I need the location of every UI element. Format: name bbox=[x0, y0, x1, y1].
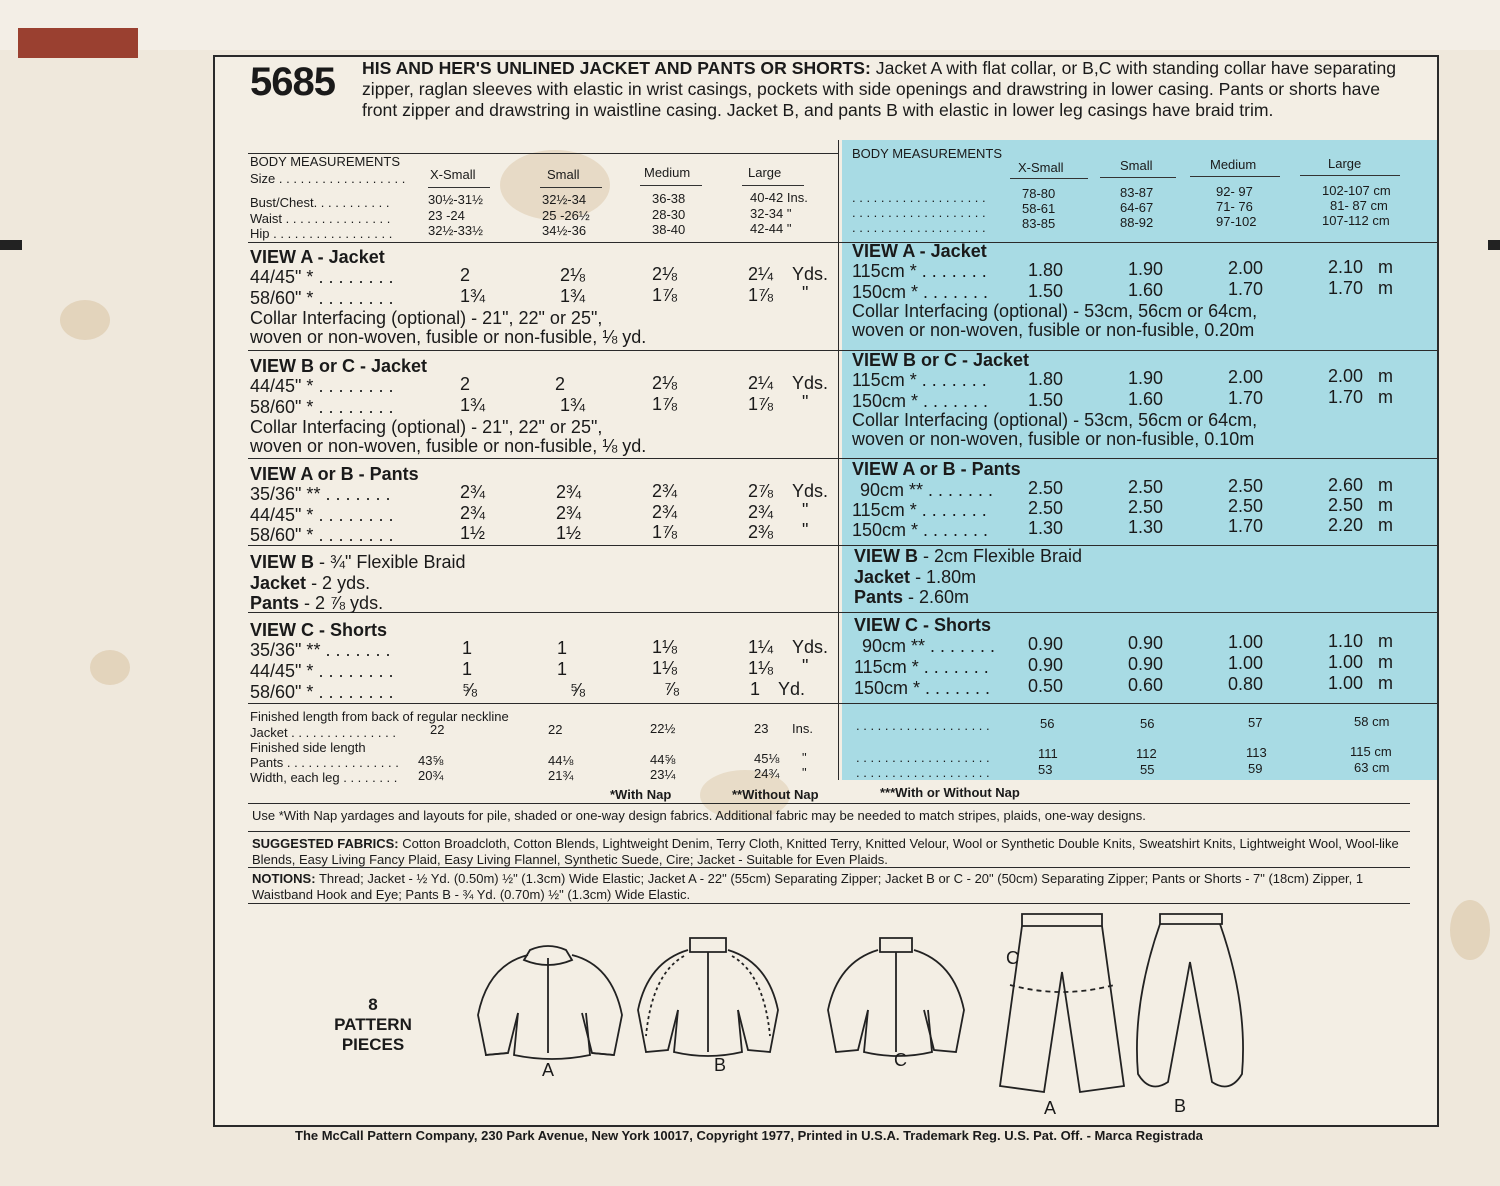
metric-dots: . . . . . . . . . . . . . . . . . . . bbox=[852, 190, 986, 205]
metric-measure-value: 83-85 bbox=[1022, 216, 1056, 231]
metric-value: 1.70 bbox=[1328, 278, 1364, 298]
metric-value: 2.50 bbox=[1028, 478, 1064, 498]
body-measurements-label: BODY MEASUREMENTS bbox=[250, 154, 401, 169]
metric-value: 1.90 bbox=[1128, 368, 1164, 388]
yardage-value: 1¼ bbox=[748, 637, 774, 657]
view-b-braid-text: - ¾" Flexible Braid bbox=[314, 552, 466, 572]
finished-unit: " bbox=[802, 750, 807, 765]
finished-value: 45⅛ bbox=[754, 751, 780, 766]
metric-label: 115cm * . . . . . . . bbox=[852, 261, 987, 281]
metric-label: 150cm * . . . . . . . bbox=[852, 282, 989, 302]
yardage-value: 2⅜ bbox=[748, 522, 774, 542]
yardage-value: 1⅞ bbox=[652, 285, 678, 305]
metric-value: 0.90 bbox=[1028, 634, 1064, 654]
metric-value: 1.00 bbox=[1228, 632, 1264, 652]
yardage-value: 2¾ bbox=[460, 482, 486, 502]
yardage-value: 2¾ bbox=[652, 502, 678, 522]
interfacing-note: Collar Interfacing (optional) - 21", 22" or 25", bbox=[250, 308, 603, 328]
metric-value: 1.30 bbox=[1128, 517, 1164, 537]
measure-value: 34½-36 bbox=[542, 223, 587, 238]
metric-view-a-jacket-heading: VIEW A - Jacket bbox=[852, 241, 987, 261]
yardage-unit: " bbox=[802, 392, 809, 412]
yardage-value: 1 bbox=[462, 659, 473, 679]
yardage-value: 2 bbox=[460, 374, 471, 394]
metric-value: 1.50 bbox=[1028, 281, 1064, 301]
yardage-value: ⅝ bbox=[570, 680, 586, 700]
size-header: Large bbox=[748, 165, 782, 180]
metric-measure-value: 107-112 cm bbox=[1322, 213, 1390, 228]
measure-label: Bust/Chest. . . . . . . . . . . bbox=[250, 195, 390, 210]
metric-value: 1.80 bbox=[1028, 369, 1064, 389]
metric-braid-pants-label: Pants bbox=[854, 587, 904, 607]
illustration-label: B bbox=[1174, 1096, 1187, 1116]
metric-value: 1.80 bbox=[1028, 260, 1064, 280]
metric-finished-value: 63 cm bbox=[1354, 760, 1390, 775]
finished-value: 44⅝ bbox=[650, 752, 676, 767]
metric-value: 2.50 bbox=[1128, 477, 1164, 497]
yardage-value: 2¼ bbox=[748, 373, 774, 393]
finished-value: 24¾ bbox=[754, 766, 780, 781]
illustration-label: A bbox=[542, 1060, 555, 1080]
metric-view-b-braid-heading: VIEW B bbox=[854, 546, 919, 566]
metric-value: 1.30 bbox=[1028, 518, 1064, 538]
notions-text: Thread; Jacket - ½ Yd. (0.50m) ½" (1.3cm) Wide Elastic; Jacket A - 22" (55cm) Separating Zipper; Jacket B or C - 20" (50cm) Separating Zipper; Pants or Shorts - 7" (18cm) Zipper, 1 Waistband Hook and Eye; Pants B - ¾ Yd. (0.70m) ½" (1.3cm) Wide Elastic. bbox=[252, 871, 1364, 902]
measure-value: 36-38 bbox=[652, 191, 686, 206]
metric-measure-value: 78-80 bbox=[1022, 186, 1056, 201]
metric-value: 2.00 bbox=[1328, 366, 1364, 386]
metric-size-header: Small bbox=[1120, 158, 1153, 173]
measure-value: 32½-33½ bbox=[428, 223, 483, 238]
use-note: Use *With Nap yardages and layouts for pile, shaded or one-way design fabrics. Additional fabric may be needed to match stripes, plaids, one-way designs. bbox=[252, 808, 1146, 823]
metric-size-header: X-Small bbox=[1018, 160, 1064, 175]
metric-finished-value: 53 bbox=[1038, 762, 1053, 777]
metric-view-b-braid-text: - 2cm Flexible Braid bbox=[918, 546, 1083, 566]
metric-value: 1.70 bbox=[1228, 516, 1264, 536]
measure-value: 32-34 " bbox=[750, 206, 792, 221]
metric-value: 2.50 bbox=[1028, 498, 1064, 518]
measure-value: 38-40 bbox=[652, 222, 686, 237]
finished-value: 22½ bbox=[650, 721, 676, 736]
pattern-pieces-label: PIECES bbox=[341, 1035, 405, 1054]
pants-a-illustration bbox=[1000, 914, 1124, 1092]
metric-dots: . . . . . . . . . . . . . . . . . . . bbox=[852, 220, 986, 235]
yardage-value: 1 bbox=[557, 659, 568, 679]
metric-value: 1.70 bbox=[1228, 388, 1264, 408]
metric-value: 1.60 bbox=[1128, 280, 1164, 300]
finished-value: 22 bbox=[548, 722, 563, 737]
metric-value: 2.50 bbox=[1228, 476, 1264, 496]
braid-pants-label: Pants bbox=[250, 593, 300, 613]
metric-value: 1.70 bbox=[1228, 279, 1264, 299]
metric-measure-value: 97-102 bbox=[1216, 214, 1257, 229]
braid-pants-amount: - 2 ⅞ yds. bbox=[299, 593, 384, 613]
metric-value: 1.00 bbox=[1328, 673, 1364, 693]
metric-finished-value: 111 bbox=[1038, 746, 1058, 761]
jacket-b-illustration bbox=[638, 938, 778, 1056]
metric-value: 2.20 bbox=[1328, 515, 1364, 535]
yardage-value: 1⅞ bbox=[652, 394, 678, 414]
yardage-value: 1⅞ bbox=[748, 285, 774, 305]
yardage-value: 2⅛ bbox=[652, 373, 678, 393]
yardage-value: 1⅞ bbox=[748, 394, 774, 414]
size-header: Medium bbox=[644, 165, 691, 180]
metric-value: 2.50 bbox=[1328, 495, 1364, 515]
yardage-value: 1⅛ bbox=[748, 658, 774, 678]
metric-size-header: Medium bbox=[1210, 157, 1257, 172]
metric-value: 2.00 bbox=[1228, 367, 1264, 387]
yardage-value: 1⅞ bbox=[652, 522, 678, 542]
metric-value: 1.10 bbox=[1328, 631, 1364, 651]
metric-interfacing-note: woven or non-woven, fusible or non-fusible, 0.20m bbox=[852, 320, 1255, 340]
pattern-pieces-count: 8 bbox=[368, 995, 378, 1014]
publisher-footer: The McCall Pattern Company, 230 Park Avenue, New York 10017, Copyright 1977, Printed in U.S.A. Trademark Reg. U.S. Pat. Off. - Marca Registrada bbox=[295, 1128, 1203, 1143]
pattern-title: HIS AND HER'S UNLINED JACKET AND PANTS OR SHORTS: bbox=[362, 58, 871, 78]
yardage-value: 1⅛ bbox=[652, 658, 678, 678]
yardage-value: 2⅛ bbox=[652, 264, 678, 284]
metric-label: 150cm * . . . . . . . bbox=[854, 678, 991, 698]
yardage-value: 2⅛ bbox=[560, 265, 586, 285]
finished-value: 23 bbox=[754, 721, 769, 736]
yardage-label: 58/60" * . . . . . . . . bbox=[250, 525, 394, 545]
metric-finished-value: 113 bbox=[1246, 745, 1267, 760]
metric-value: 0.90 bbox=[1028, 655, 1064, 675]
metric-measure-value: 92- 97 bbox=[1216, 184, 1253, 199]
yardage-value: 2 bbox=[460, 265, 471, 285]
illustration-label: C bbox=[1006, 948, 1019, 968]
yardage-label: 58/60" * . . . . . . . . bbox=[250, 682, 394, 702]
metric-finished-value: 56 bbox=[1040, 716, 1055, 731]
metric-label: 115cm * . . . . . . . bbox=[854, 657, 989, 677]
metric-unit: m bbox=[1378, 257, 1393, 277]
yardage-value: 1 bbox=[557, 638, 568, 658]
metric-unit: m bbox=[1378, 366, 1393, 386]
pattern-description-text: Jacket A with flat collar, or B,C with standing collar have separating zipper, raglan sleeves with elastic in wrist casings, pockets with side openings and drawstring in lower casing. Pants or shorts have front zipper and drawstring in waistline casing. Jacket B, and pants B with elastic in lower leg casings have braid trim. bbox=[362, 58, 1397, 120]
nap-legend-item: *With Nap bbox=[610, 787, 672, 802]
yardage-unit: Yd. bbox=[778, 679, 806, 699]
illustration-label: B bbox=[714, 1055, 727, 1075]
metric-value: 2.60 bbox=[1328, 475, 1364, 495]
yardage-unit: " bbox=[802, 520, 809, 540]
metric-measure-value: 102-107 cm bbox=[1322, 183, 1391, 198]
finished-value: 22 bbox=[430, 722, 445, 737]
yardage-label: 35/36" ** . . . . . . . bbox=[250, 640, 391, 660]
metric-measure-value: 81- 87 cm bbox=[1330, 198, 1388, 213]
metric-value: 0.50 bbox=[1028, 676, 1064, 696]
interfacing-note: woven or non-woven, fusible or non-fusible, ⅛ yd. bbox=[250, 436, 647, 456]
braid-jacket-amount: - 2 yds. bbox=[306, 573, 371, 593]
view-bc-jacket-heading: VIEW B or C - Jacket bbox=[250, 356, 428, 376]
metric-unit: m bbox=[1378, 652, 1393, 672]
metric-value: 2.10 bbox=[1328, 257, 1364, 277]
metric-dots: . . . . . . . . . . . . . . . . . . . bbox=[856, 718, 990, 733]
metric-value: 1.90 bbox=[1128, 259, 1164, 279]
yardage-unit: Yds. bbox=[792, 373, 829, 393]
yardage-value: 1½ bbox=[556, 523, 582, 543]
nap-legend-item: ***With or Without Nap bbox=[880, 785, 1020, 800]
pattern-number: 5685 bbox=[250, 60, 335, 104]
measure-label: Waist . . . . . . . . . . . . . . . bbox=[250, 211, 391, 226]
yardage-label: 44/45" * . . . . . . . . bbox=[250, 376, 394, 396]
metric-braid-jacket-amount: - 1.80m bbox=[910, 567, 977, 587]
metric-value: 0.80 bbox=[1228, 674, 1264, 694]
measure-value: 25 -26½ bbox=[542, 208, 590, 223]
finished-value: 44⅛ bbox=[548, 753, 574, 768]
yardage-label: 44/45" * . . . . . . . . bbox=[250, 505, 394, 525]
braid-jacket-label: Jacket bbox=[250, 573, 307, 593]
size-header: Small bbox=[547, 167, 580, 182]
metric-size-header: Large bbox=[1328, 156, 1362, 171]
metric-value: 1.00 bbox=[1328, 652, 1364, 672]
finished-jacket-label: Jacket . . . . . . . . . . . . . . . bbox=[250, 725, 396, 740]
metric-label: 115cm * . . . . . . . bbox=[852, 500, 987, 520]
metric-unit: m bbox=[1378, 515, 1393, 535]
metric-braid-pants-amount: - 2.60m bbox=[903, 587, 970, 607]
metric-label: 150cm * . . . . . . . bbox=[852, 391, 989, 411]
pattern-pieces-label: PATTERN bbox=[334, 1015, 412, 1034]
measure-value: 28-30 bbox=[652, 207, 686, 222]
measure-label: Hip . . . . . . . . . . . . . . . . . bbox=[250, 226, 393, 241]
yardage-value: ⅞ bbox=[664, 679, 680, 699]
interfacing-note: woven or non-woven, fusible or non-fusible, ⅛ yd. bbox=[250, 327, 647, 347]
metric-interfacing-note: woven or non-woven, fusible or non-fusible, 0.10m bbox=[852, 429, 1255, 449]
metric-value: 1.60 bbox=[1128, 389, 1164, 409]
metric-value: 0.90 bbox=[1128, 654, 1164, 674]
metric-finished-value: 55 bbox=[1140, 762, 1155, 777]
metric-dots: . . . . . . . . . . . . . . . . . . . bbox=[856, 750, 990, 765]
measure-value: 32½-34 bbox=[542, 192, 587, 207]
yardage-value: 1 bbox=[462, 638, 473, 658]
yardage-value: 2⅞ bbox=[748, 481, 774, 501]
finished-unit: Ins. bbox=[792, 721, 813, 736]
metric-finished-value: 57 bbox=[1248, 715, 1263, 730]
metric-value: 2.50 bbox=[1128, 497, 1164, 517]
metric-value: 1.50 bbox=[1028, 390, 1064, 410]
metric-label: 90cm ** . . . . . . . bbox=[860, 480, 994, 500]
finished-pants-label: Pants . . . . . . . . . . . . . . . . bbox=[250, 755, 399, 770]
yardage-value: 2¼ bbox=[748, 264, 774, 284]
yardage-unit: Yds. bbox=[792, 481, 829, 501]
nap-legend-item: **Without Nap bbox=[732, 787, 819, 802]
yardage-value: 1 bbox=[750, 679, 761, 699]
metric-braid-jacket-label: Jacket bbox=[854, 567, 911, 587]
metric-label: 115cm * . . . . . . . bbox=[852, 370, 987, 390]
metric-measure-value: 64-67 bbox=[1120, 200, 1154, 215]
yardage-value: 1¾ bbox=[460, 286, 486, 306]
measure-value: 42-44 " bbox=[750, 221, 792, 236]
jacket-c-illustration bbox=[828, 938, 964, 1056]
metric-body-measurements-label: BODY MEASUREMENTS bbox=[852, 146, 1003, 161]
view-b-braid-heading: VIEW B bbox=[250, 552, 315, 572]
interfacing-note: Collar Interfacing (optional) - 21", 22" or 25", bbox=[250, 417, 603, 437]
yardage-label: 44/45" * . . . . . . . . bbox=[250, 661, 394, 681]
yardage-unit: " bbox=[802, 656, 809, 676]
metric-dots: . . . . . . . . . . . . . . . . . . . bbox=[856, 765, 990, 780]
yardage-value: 1⅛ bbox=[652, 637, 678, 657]
yardage-value: 2 bbox=[555, 374, 566, 394]
yardage-value: 2¾ bbox=[652, 481, 678, 501]
yardage-unit: Yds. bbox=[792, 264, 829, 284]
metric-unit: m bbox=[1378, 673, 1393, 693]
notions-label: NOTIONS: bbox=[252, 871, 316, 886]
yardage-value: 2¾ bbox=[556, 503, 582, 523]
metric-measure-value: 83-87 bbox=[1120, 185, 1154, 200]
metric-label: 150cm * . . . . . . . bbox=[852, 520, 989, 540]
metric-measure-value: 88-92 bbox=[1120, 215, 1154, 230]
finished-value: 43⅝ bbox=[418, 753, 444, 768]
metric-unit: m bbox=[1378, 631, 1393, 651]
fabrics-label: SUGGESTED FABRICS: bbox=[252, 836, 399, 851]
metric-value: 1.70 bbox=[1328, 387, 1364, 407]
metric-value: 2.00 bbox=[1228, 258, 1264, 278]
finished-side-label: Finished side length bbox=[250, 740, 366, 755]
metric-interfacing-note: Collar Interfacing (optional) - 53cm, 56cm or 64cm, bbox=[852, 301, 1258, 321]
metric-unit: m bbox=[1378, 475, 1393, 495]
finished-length-label: Finished length from back of regular neckline bbox=[250, 709, 509, 724]
metric-value: 1.00 bbox=[1228, 653, 1264, 673]
finished-value: 23¼ bbox=[650, 767, 676, 782]
yardage-value: 1½ bbox=[460, 523, 486, 543]
yardage-unit: Yds. bbox=[792, 637, 829, 657]
yardage-value: 1¾ bbox=[560, 286, 586, 306]
metric-measure-value: 58-61 bbox=[1022, 201, 1056, 216]
yardage-value: 1¾ bbox=[460, 395, 486, 415]
measure-value: 23 -24 bbox=[428, 208, 465, 223]
yardage-unit: " bbox=[802, 500, 809, 520]
metric-dots: . . . . . . . . . . . . . . . . . . . bbox=[852, 205, 986, 220]
yardage-value: 2¾ bbox=[748, 502, 774, 522]
metric-interfacing-note: Collar Interfacing (optional) - 53cm, 56cm or 64cm, bbox=[852, 410, 1258, 430]
metric-unit: m bbox=[1378, 387, 1393, 407]
metric-finished-value: 59 bbox=[1248, 761, 1263, 776]
yardage-value: ⅝ bbox=[462, 680, 478, 700]
metric-view-bc-jacket-heading: VIEW B or C - Jacket bbox=[852, 350, 1030, 370]
view-ab-pants-heading: VIEW A or B - Pants bbox=[250, 464, 419, 484]
view-a-jacket-heading: VIEW A - Jacket bbox=[250, 247, 385, 267]
metric-finished-value: 58 cm bbox=[1354, 714, 1390, 729]
metric-unit: m bbox=[1378, 278, 1393, 298]
yardage-label: 58/60" * . . . . . . . . bbox=[250, 288, 394, 308]
finished-width-label: Width, each leg . . . . . . . . bbox=[250, 770, 398, 785]
illustration-label: A bbox=[1044, 1098, 1057, 1118]
view-c-shorts-heading: VIEW C - Shorts bbox=[250, 620, 388, 640]
yardage-label: 35/36" ** . . . . . . . bbox=[250, 484, 391, 504]
metric-value: 2.50 bbox=[1228, 496, 1264, 516]
yardage-value: 2¾ bbox=[556, 482, 582, 502]
metric-value: 0.90 bbox=[1128, 633, 1164, 653]
metric-label: 90cm ** . . . . . . . bbox=[862, 636, 996, 656]
fabrics-text: Cotton Broadcloth, Cotton Blends, Lightweight Denim, Terry Cloth, Knitted Terry, Knitted Velour, Wool or Synthetic Double Knits, Sweatshirt Knits, Lightweight Wool, Wool-like Blends, Easy Living Fancy Plaid, Easy Living Flannel, Synthetic Suede, Cire; Jacket - Suitable for Even Plaids. bbox=[252, 836, 1399, 867]
size-header: X-Small bbox=[430, 167, 476, 182]
metric-finished-value: 56 bbox=[1140, 716, 1155, 731]
metric-unit: m bbox=[1378, 495, 1393, 515]
yardage-value: 1¾ bbox=[560, 395, 586, 415]
yardage-label: 58/60" * . . . . . . . . bbox=[250, 397, 394, 417]
metric-measure-value: 71- 76 bbox=[1216, 199, 1253, 214]
illustration-label: C bbox=[894, 1050, 907, 1070]
metric-view-ab-pants-heading: VIEW A or B - Pants bbox=[852, 459, 1021, 479]
finished-value: 21¾ bbox=[548, 768, 574, 783]
jacket-a-illustration bbox=[478, 946, 622, 1059]
yardage-unit: " bbox=[802, 283, 809, 303]
yardage-value: 2¾ bbox=[460, 503, 486, 523]
pants-b-illustration bbox=[1137, 914, 1243, 1087]
finished-value: 20¾ bbox=[418, 768, 444, 783]
measure-value: 40-42 Ins. bbox=[750, 190, 808, 205]
finished-unit: " bbox=[802, 765, 807, 780]
metric-value: 0.60 bbox=[1128, 675, 1164, 695]
metric-finished-value: 112 bbox=[1136, 746, 1157, 761]
measure-value: 30½-31½ bbox=[428, 192, 483, 207]
size-label: Size . . . . . . . . . . . . . . . . . . bbox=[250, 171, 406, 186]
yardage-label: 44/45" * . . . . . . . . bbox=[250, 267, 394, 287]
metric-view-c-shorts-heading: VIEW C - Shorts bbox=[854, 615, 992, 635]
metric-finished-value: 115 cm bbox=[1350, 744, 1392, 759]
